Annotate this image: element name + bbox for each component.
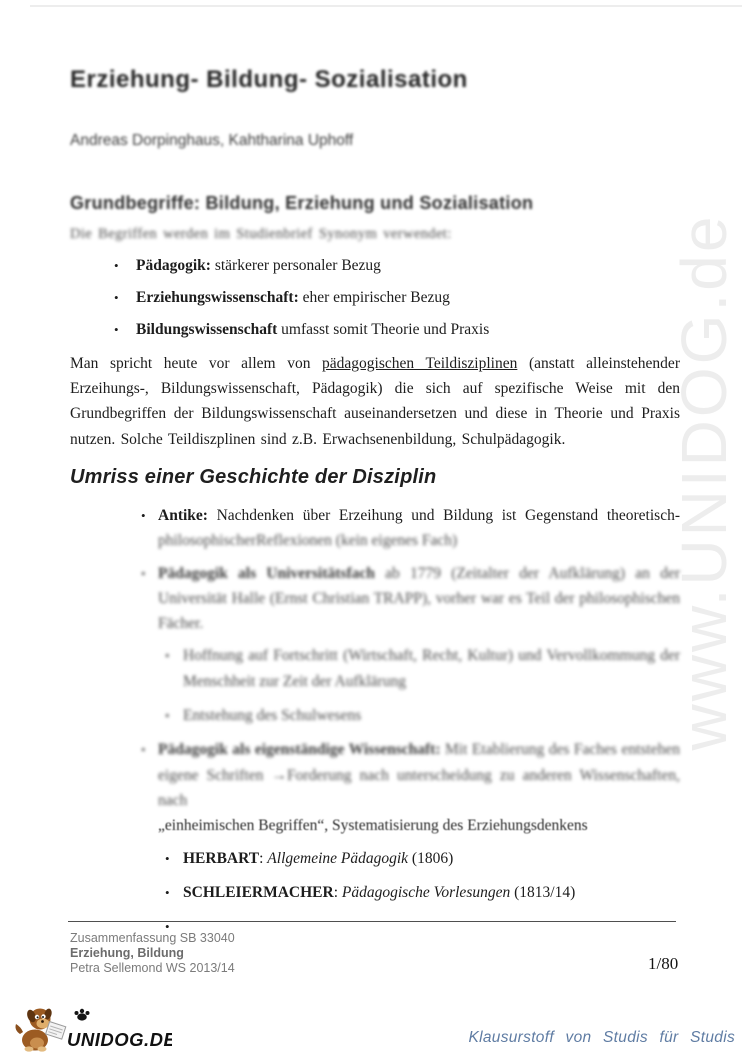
footer-meta (70, 931, 235, 976)
page-number: 1/80 (648, 954, 679, 973)
separator: : (333, 883, 342, 901)
blurred-line: Menschheit zur Zeit der Aufklärung (183, 672, 406, 690)
bullet-line (158, 503, 680, 528)
bullet-icon: • (114, 290, 119, 305)
blurred-line: Universität Halle (Ernst Christian TRAPP), vorher war es Teil der philosophischen (158, 589, 680, 607)
section-heading-umriss: Umriss einer Geschichte der Disziplin (70, 466, 437, 488)
bullet-icon: • (141, 742, 146, 758)
basics-bullet-list (70, 255, 680, 351)
blurred-line: eigene Schriften →Forderung nach unterscheidung zu anderen Wissenschaften, nach (158, 766, 680, 809)
bullet-paedagogik (70, 255, 680, 276)
work-year: (1806) (408, 849, 454, 867)
bullet-text: eher empirischer Bezug (298, 289, 450, 306)
separator: : (259, 849, 268, 867)
section-heading-grundbegriffe: Grundbegriffe: Bildung, Erziehung und Sozialisation (70, 193, 534, 213)
bullet-icon: • (114, 322, 119, 337)
work-title: Pädagogische Vorlesungen (341, 883, 511, 901)
bullet-text: Nachdenken über Erzeihung und Bildung ist Gegenstand theoretisch- (207, 507, 680, 524)
bullet-icon: • (165, 884, 170, 900)
paragraph-text: (anstatt alleinstehender Erzeihungs-, Bildungswissenschaft, Pädagogik) die sich auf spezifische Weise mit den Grundbegriffen der Bildungswissenschaft auseinandersetzen und diese in Theorie und Praxis nutzen. Solche Teildiszplinen sind z.B. Erwachsenenbildung, Schulpädagogik. (70, 355, 680, 448)
bullet-icon: • (165, 850, 170, 866)
bullet-herbart (70, 846, 680, 871)
bullet-icon: • (114, 258, 119, 273)
bullet-text: stärkerer personaler Bezug (210, 257, 381, 274)
footer-author-term: Petra Sellemond WS 2013/14 (70, 961, 235, 975)
newspaper-icon (46, 1022, 66, 1040)
blurred-line (158, 737, 680, 762)
bullet-schleiermacher (70, 880, 680, 905)
document-title: Erziehung- Bildung- Sozialisation (70, 66, 468, 93)
bullet-erziehungswissenschaft (70, 287, 680, 308)
work-title: Allgemeine Pädagogik (267, 849, 409, 867)
bullet-lead: Pädagogik als eigenständige Wissenschaft: (158, 741, 441, 759)
unidog-watermark: www.UNIDOG.de (668, 213, 740, 751)
bullet-icon: • (165, 708, 170, 724)
underlined-phrase: pädagogischen Teildisziplinen (322, 355, 518, 372)
bullet-text: Mit Etablierung des Faches entstehen (440, 741, 680, 759)
history-bullet-list (70, 503, 680, 948)
bullet-text: ab 1779 (Zeitalter der Aufklärung) an der (374, 564, 680, 582)
bullet-icon: • (141, 508, 146, 523)
work-year: (1813/14) (510, 883, 576, 901)
blurred-line: philosophischerReflexionen (kein eigenes Fach) (158, 532, 458, 550)
logo-text: UNIDOG.DE (67, 1029, 172, 1050)
bullet-icon: • (141, 565, 146, 581)
intro-line-blurred: Die Begriffen werden im Studienbrief Synonym verwendet: (70, 226, 452, 242)
body-paragraph (70, 351, 680, 452)
paragraph-text: Man spricht heute vor allem von (70, 355, 323, 372)
half-sharp-line: „einheimischen Begriffen“, Systematisierung des Erziehungsdenkens (158, 817, 588, 835)
paw-print-icon (75, 1009, 90, 1021)
bullet-wissenschaft (70, 737, 680, 838)
footer-topic: Erziehung, Bildung (70, 946, 184, 960)
footer-divider (68, 921, 676, 922)
bullet-lead: Pädagogik als Universitätsfach (158, 564, 375, 582)
unidog-logo[interactable] (12, 1004, 172, 1054)
blurred-line: Entstehung des Schulwesens (183, 707, 362, 725)
bullet-universitaetsfach-blurred (70, 561, 680, 637)
dog-icon (12, 1004, 172, 1054)
bullet-lead: Antike: (158, 507, 208, 524)
bullet-lead: Erziehungswissenschaft: (136, 289, 299, 306)
author-name: HERBART (183, 849, 260, 867)
bullet-lead: Bildungswissenschaft (136, 321, 278, 338)
bullet-antike (70, 503, 680, 554)
bullet-text: umfasst somit Theorie und Praxis (277, 321, 490, 338)
sub-bullet-hoffnung-blurred (70, 643, 680, 694)
blurred-line: Fächer. (158, 615, 204, 633)
site-tagline: Klausurstoff von Studis für Studis (468, 1029, 735, 1046)
bullet-lead: Pädagogik: (136, 257, 211, 274)
blurred-line: Hoffnung auf Fortschritt (Wirtschaft, Recht, Kultur) und Vervollkommung der (183, 647, 680, 665)
bullet-icon: • (165, 919, 170, 935)
authors-line: Andreas Dorpinghaus, Kahtharina Uphoff (70, 132, 354, 149)
blurred-line (158, 561, 680, 586)
sub-bullet-schulwesen-blurred (70, 703, 680, 728)
bullet-bildungswissenschaft (70, 319, 680, 340)
footer-course: Zusammenfassung SB 33040 (70, 931, 235, 945)
author-name: SCHLEIERMACHER (183, 883, 334, 901)
bullet-icon: • (165, 648, 170, 664)
